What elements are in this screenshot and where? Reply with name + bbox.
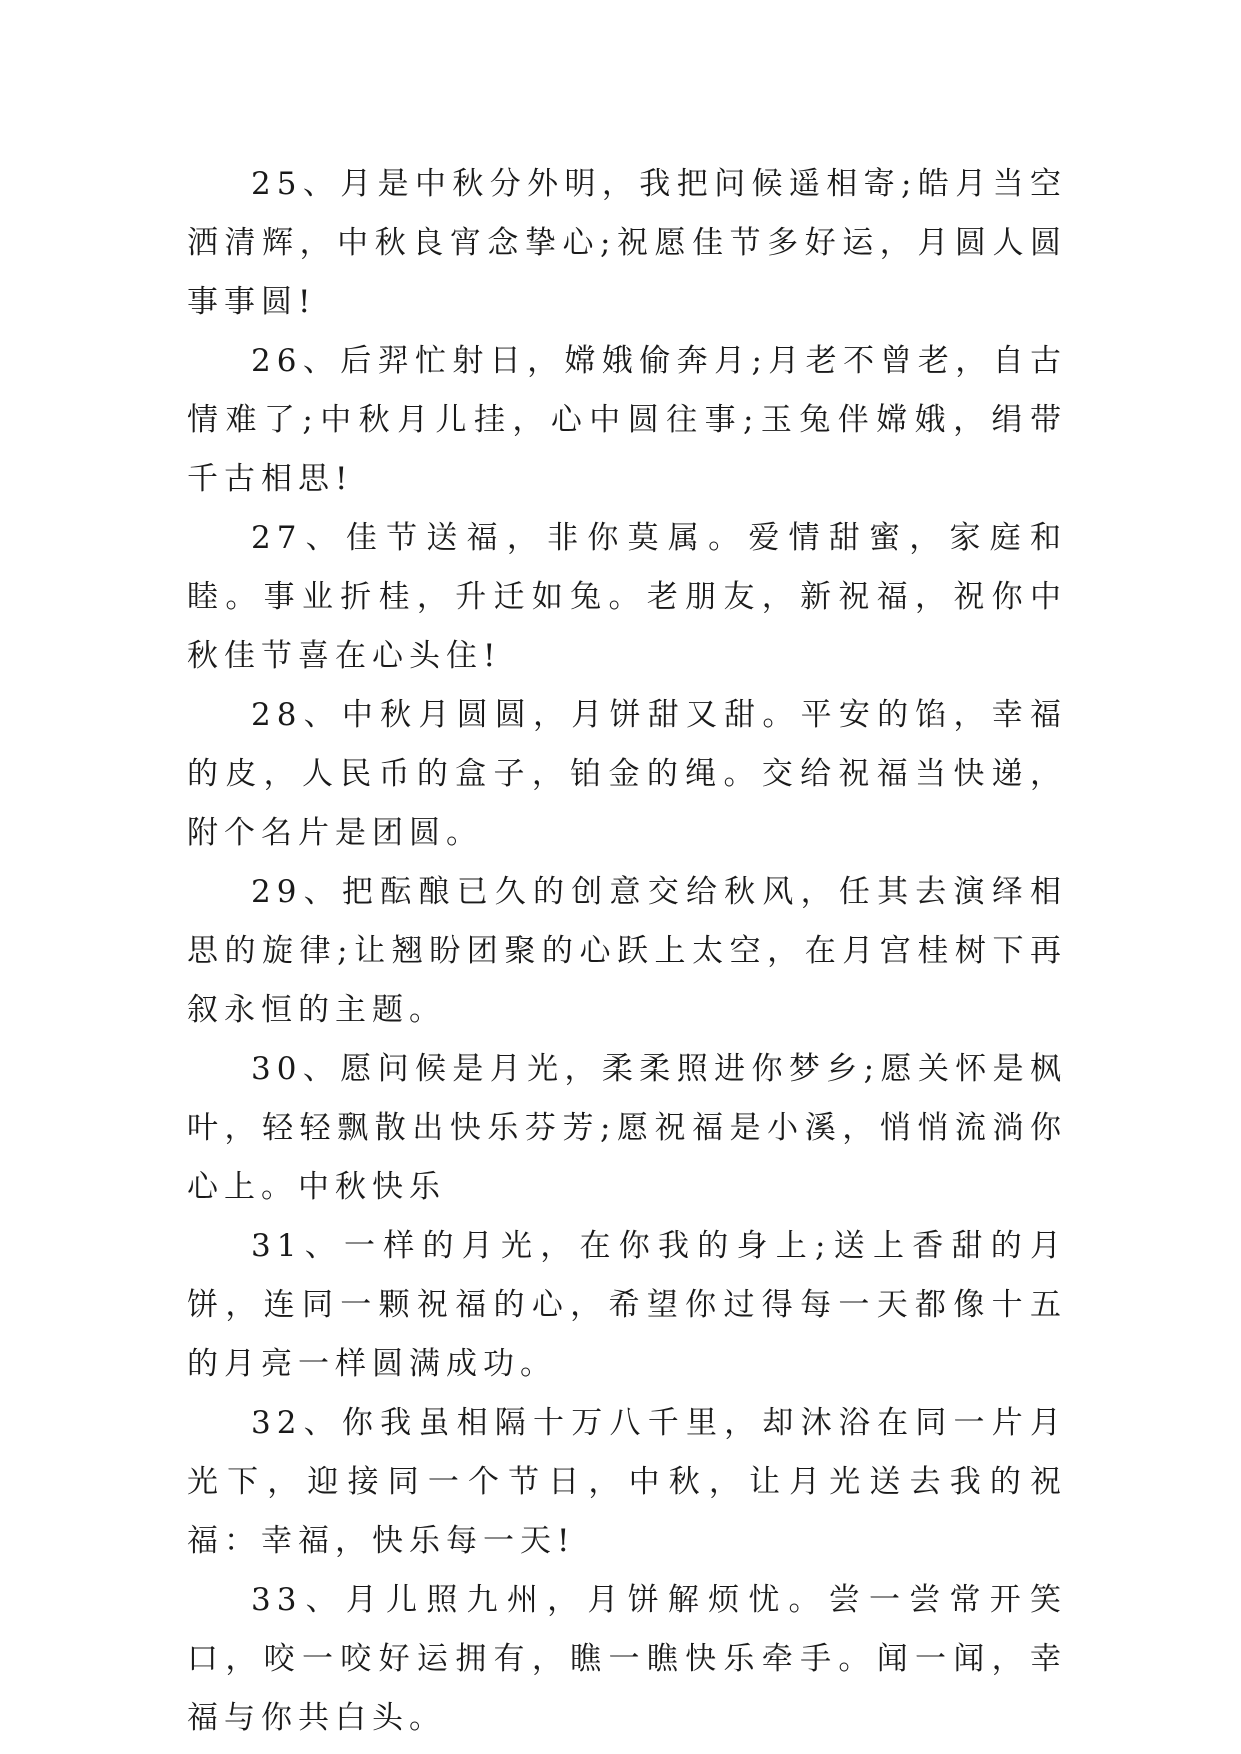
paragraph-29: 29、把酝酿已久的创意交给秋风，任其去演绎相思的旋律;让翘盼团聚的心跃上太空，在月宫桂树下再叙永恒的主题。 (187, 874, 1067, 1028)
paragraph-27: 27、佳节送福，非你莫属。爱情甜蜜，家庭和睦。事业折桂，升迁如兔。老朋友，新祝福，祝你中秋佳节喜在心头住! (187, 520, 1067, 674)
paragraph-30: 30、愿问候是月光，柔柔照进你梦乡;愿关怀是枫叶，轻轻飘散出快乐芬芳;愿祝福是小溪，悄悄流淌你心上。中秋快乐 (187, 1051, 1067, 1205)
paragraph-31: 31、一样的月光，在你我的身上;送上香甜的月饼，连同一颗祝福的心，希望你过得每一天都像十五的月亮一样圆满成功。 (187, 1228, 1067, 1382)
paragraph-33: 33、月儿照九州，月饼解烦忧。尝一尝常开笑口，咬一咬好运拥有，瞧一瞧快乐牵手。闻一闻，幸福与你共白头。 (187, 1582, 1067, 1736)
paragraph-25: 25、月是中秋分外明，我把问候遥相寄;皓月当空洒清辉，中秋良宵念挚心;祝愿佳节多好运，月圆人圆事事圆! (187, 166, 1067, 320)
paragraph-26: 26、后羿忙射日，嫦娥偷奔月;月老不曾老，自古情难了;中秋月儿挂，心中圆往事;玉兔伴嫦娥，绢带千古相思! (187, 343, 1067, 497)
paragraph-32: 32、你我虽相隔十万八千里，却沐浴在同一片月光下，迎接同一个节日，中秋，让月光送去我的祝福：幸福，快乐每一天! (187, 1405, 1067, 1559)
document-body (187, 155, 1067, 1748)
paragraph-28: 28、中秋月圆圆，月饼甜又甜。平安的馅，幸福的皮，人民币的盒子，铂金的绳。交给祝福当快递，附个名片是团圆。 (187, 697, 1067, 851)
